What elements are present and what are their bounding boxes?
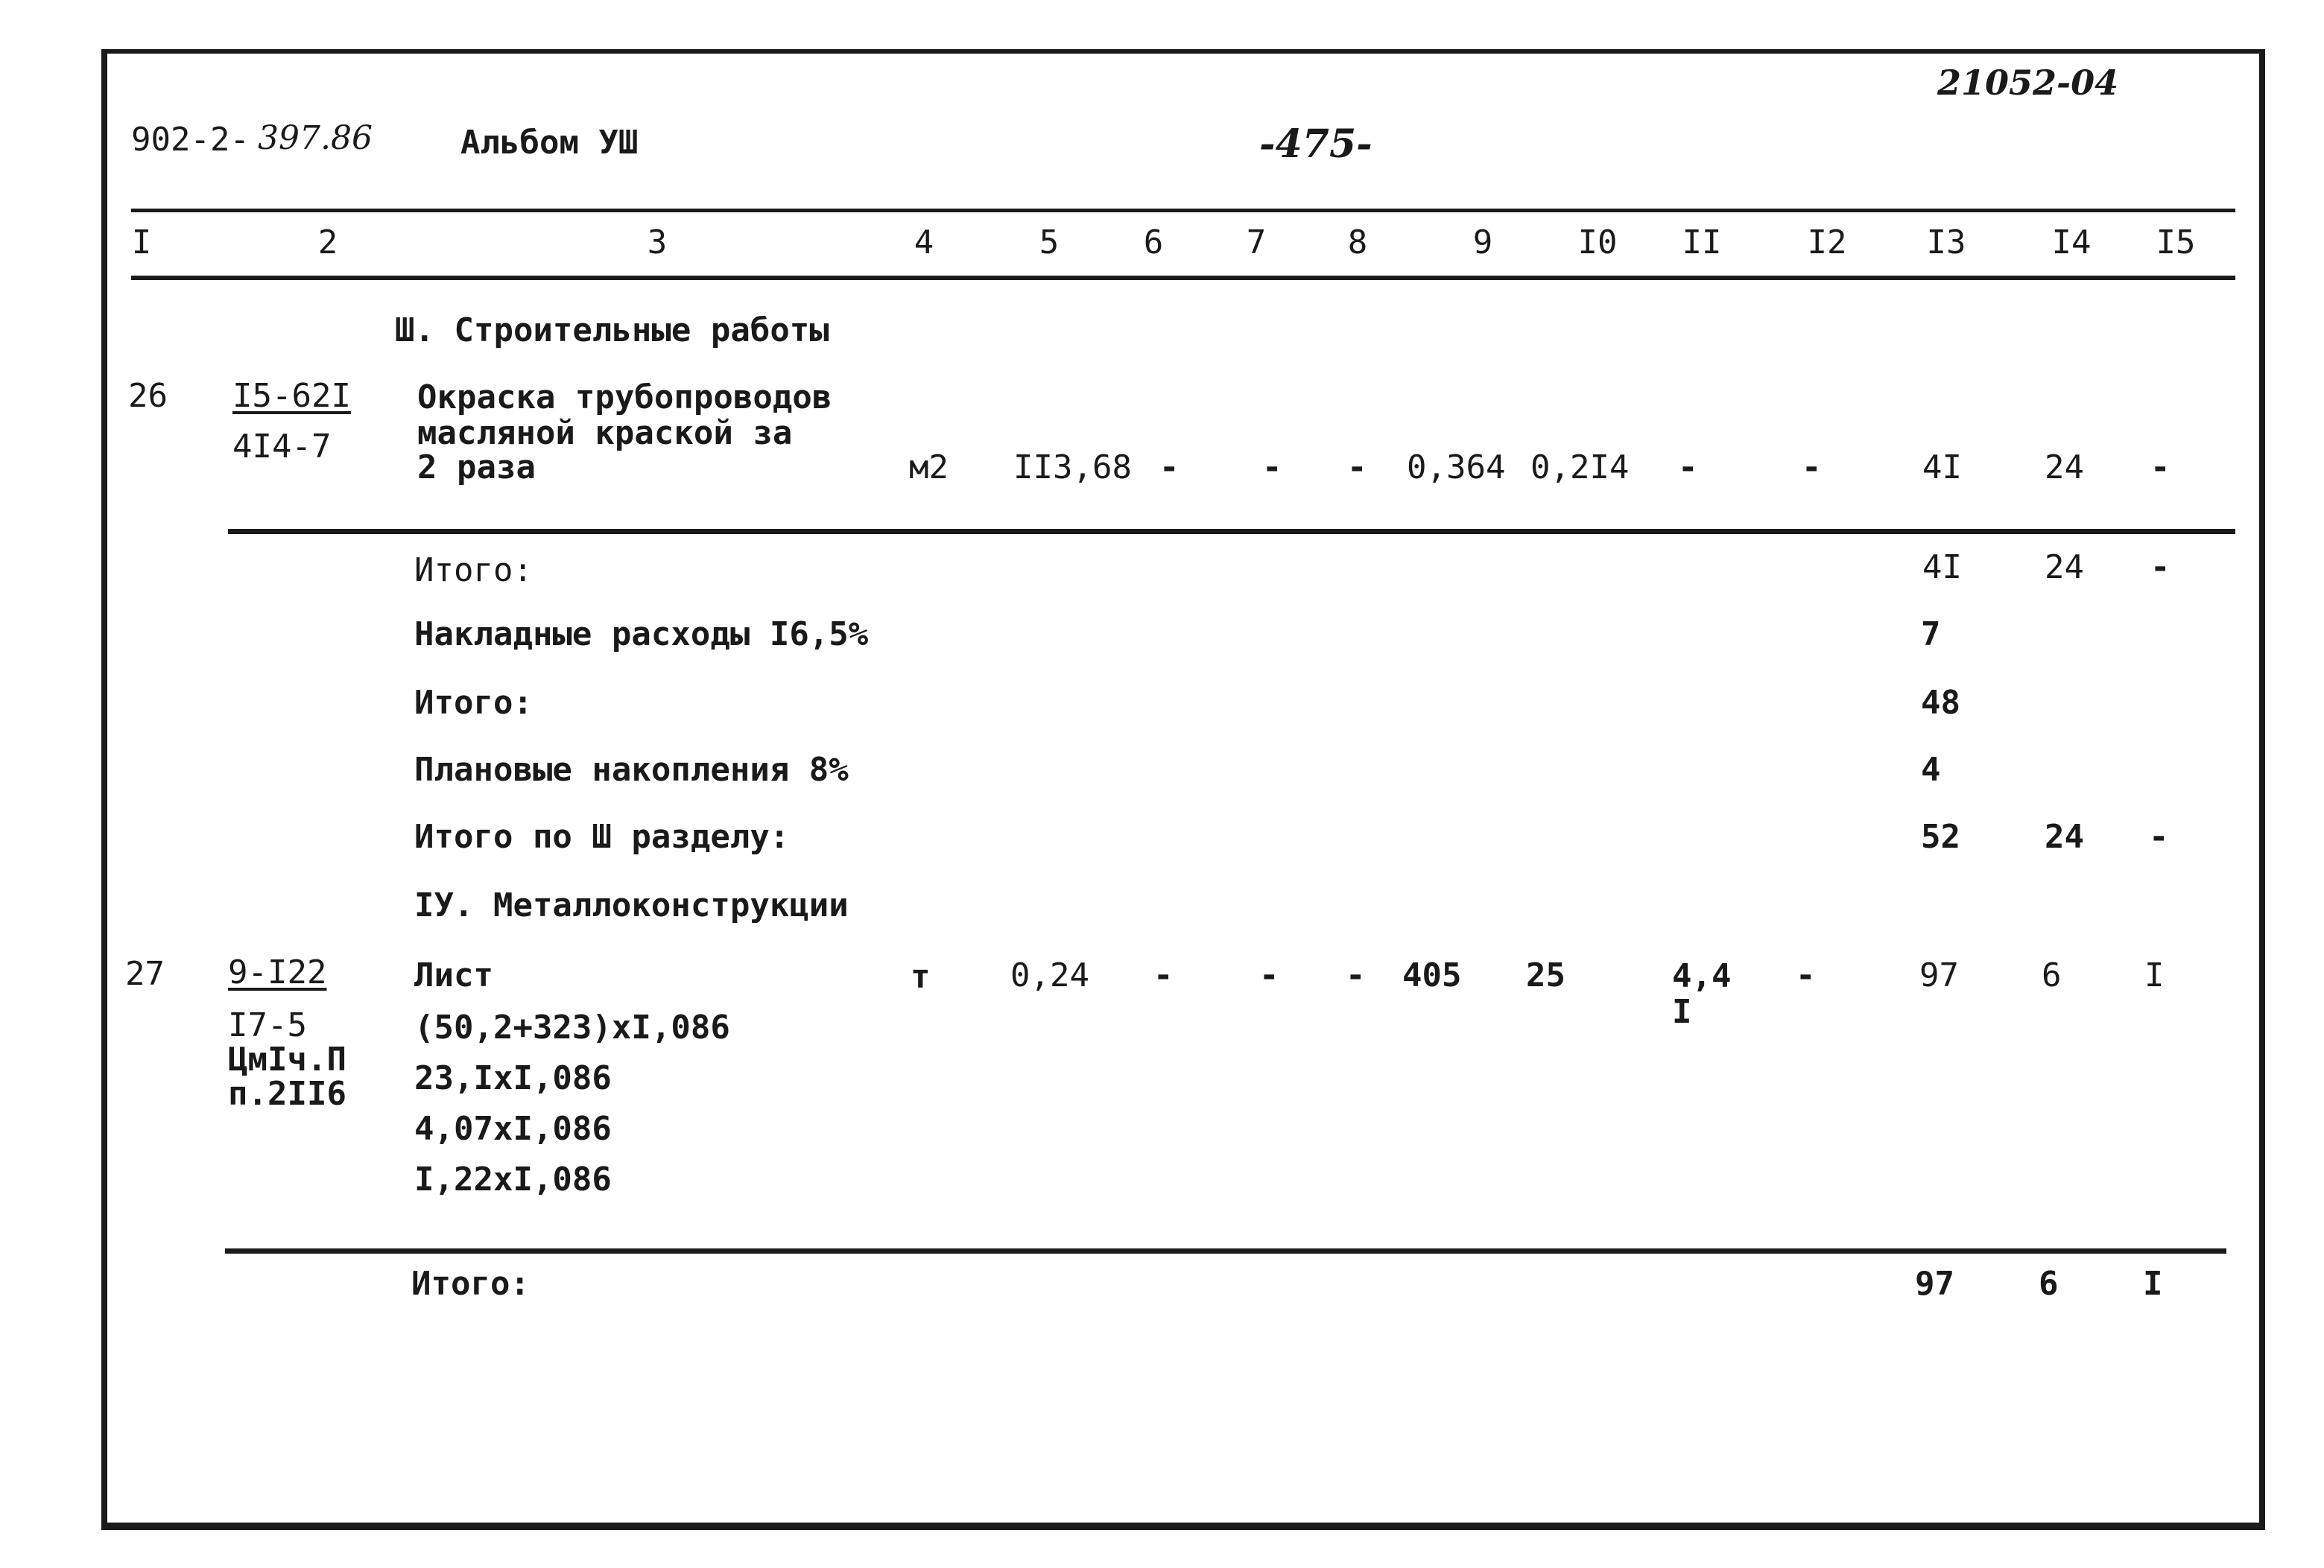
quantity: 0,24: [1010, 956, 1089, 994]
total-label: Итого:: [414, 551, 533, 589]
cell-col11-sub: I: [1672, 993, 1692, 1031]
total-col13: 4I: [1922, 548, 1962, 586]
unit: м2: [909, 448, 949, 486]
cell-col6: -: [1153, 956, 1174, 994]
work-description: 2 раза: [417, 448, 536, 486]
column-header: I5: [2156, 223, 2196, 261]
total-col13: 97: [1915, 1265, 1954, 1303]
rate-code: I5-62I: [232, 377, 351, 415]
section-3-title: Ш. Строительные работы: [395, 311, 829, 349]
cell-col15: I: [2144, 956, 2165, 994]
cell-col13: 97: [1919, 956, 1959, 994]
calc-line: 4,07xI,086: [414, 1110, 612, 1148]
rate-subcode: I7-5: [228, 1006, 307, 1044]
cell-col9: 0,364: [1407, 448, 1506, 486]
rate-code: 9-I22: [228, 953, 327, 991]
column-header: 3: [647, 223, 668, 261]
work-description: Окраска трубопроводов: [417, 378, 832, 416]
section-total-col13: 52: [1921, 818, 1960, 856]
cell-col6: -: [1159, 448, 1180, 486]
total-col15: I: [2143, 1265, 2163, 1303]
column-header: 7: [1246, 223, 1267, 261]
cell-col12: -: [1802, 448, 1822, 486]
cell-col13: 4I: [1922, 448, 1962, 486]
cell-col11: -: [1678, 448, 1698, 486]
unit: т: [911, 958, 931, 996]
subtotal-rule: [228, 529, 2235, 534]
section-total-col14: 24: [2045, 818, 2084, 856]
cell-col14: 24: [2045, 448, 2084, 486]
album-label: Альбом УШ: [460, 124, 639, 162]
row-number: 26: [128, 377, 168, 415]
work-description: масляной краской за: [417, 414, 793, 452]
sheet-reference: 21052-04: [1937, 63, 2119, 103]
column-header: I0: [1577, 223, 1618, 261]
column-header: I3: [1926, 223, 1966, 261]
column-header: I4: [2051, 223, 2092, 261]
rate-subcode: 4I4-7: [232, 428, 332, 466]
rate-subcode: ЦмIч.П: [228, 1041, 346, 1079]
cell-col10: 25: [1526, 956, 1565, 994]
cell-col10: 0,2I4: [1530, 448, 1630, 486]
section-4-title: IУ. Металлоконструкции: [414, 886, 849, 924]
cell-col8: -: [1347, 448, 1367, 486]
cell-col12: -: [1796, 956, 1816, 994]
cell-col7: -: [1259, 956, 1279, 994]
section-total-label: Итого по Ш разделу:: [414, 818, 790, 856]
section-total-col15: -: [2149, 818, 2169, 856]
overhead-col13: 7: [1921, 615, 1941, 653]
column-header: 6: [1143, 223, 1164, 261]
doc-code-handwritten: 397.86: [258, 119, 373, 157]
cell-col14: 6: [2042, 956, 2062, 994]
rate-subcode: п.2II6: [228, 1075, 346, 1113]
doc-code-printed: 902-2-: [131, 121, 250, 159]
total-col14: 6: [2039, 1265, 2059, 1303]
cell-col8: -: [1346, 956, 1366, 994]
total-label: Итого:: [411, 1265, 530, 1303]
quantity: II3,68: [1013, 448, 1132, 486]
work-description: Лист: [414, 956, 493, 994]
column-header: 8: [1347, 223, 1368, 261]
subtotal-rule: [225, 1248, 2226, 1254]
total-col15: -: [2150, 548, 2171, 586]
row-number: 27: [125, 955, 165, 993]
column-header: 4: [914, 223, 934, 261]
column-header: II: [1682, 223, 1722, 261]
calc-line: (50,2+323)xI,086: [414, 1009, 730, 1047]
cell-col9: 405: [1402, 956, 1462, 994]
total-col14: 24: [2045, 548, 2084, 586]
column-header: I2: [1807, 223, 1847, 261]
cell-col11: 4,4: [1672, 957, 1732, 995]
column-header: 5: [1039, 223, 1060, 261]
calc-line: 23,IxI,086: [414, 1059, 612, 1097]
column-header: I: [131, 223, 152, 261]
planned-savings-col13: 4: [1921, 751, 1941, 789]
column-header: 2: [317, 223, 338, 261]
cell-col15: -: [2150, 448, 2171, 486]
page-number: -475-: [1259, 121, 1372, 167]
total-col13: 48: [1921, 684, 1960, 722]
header-bottom-rule: [131, 276, 2235, 280]
total-label: Итого:: [414, 684, 533, 722]
calc-line: I,22xI,086: [414, 1161, 612, 1199]
header-top-rule: [131, 209, 2235, 212]
planned-savings-label: Плановые накопления 8%: [414, 751, 849, 789]
cell-col7: -: [1262, 448, 1282, 486]
page-frame: [101, 49, 2265, 1530]
column-header: 9: [1472, 223, 1493, 261]
overhead-label: Накладные расходы I6,5%: [414, 615, 869, 653]
